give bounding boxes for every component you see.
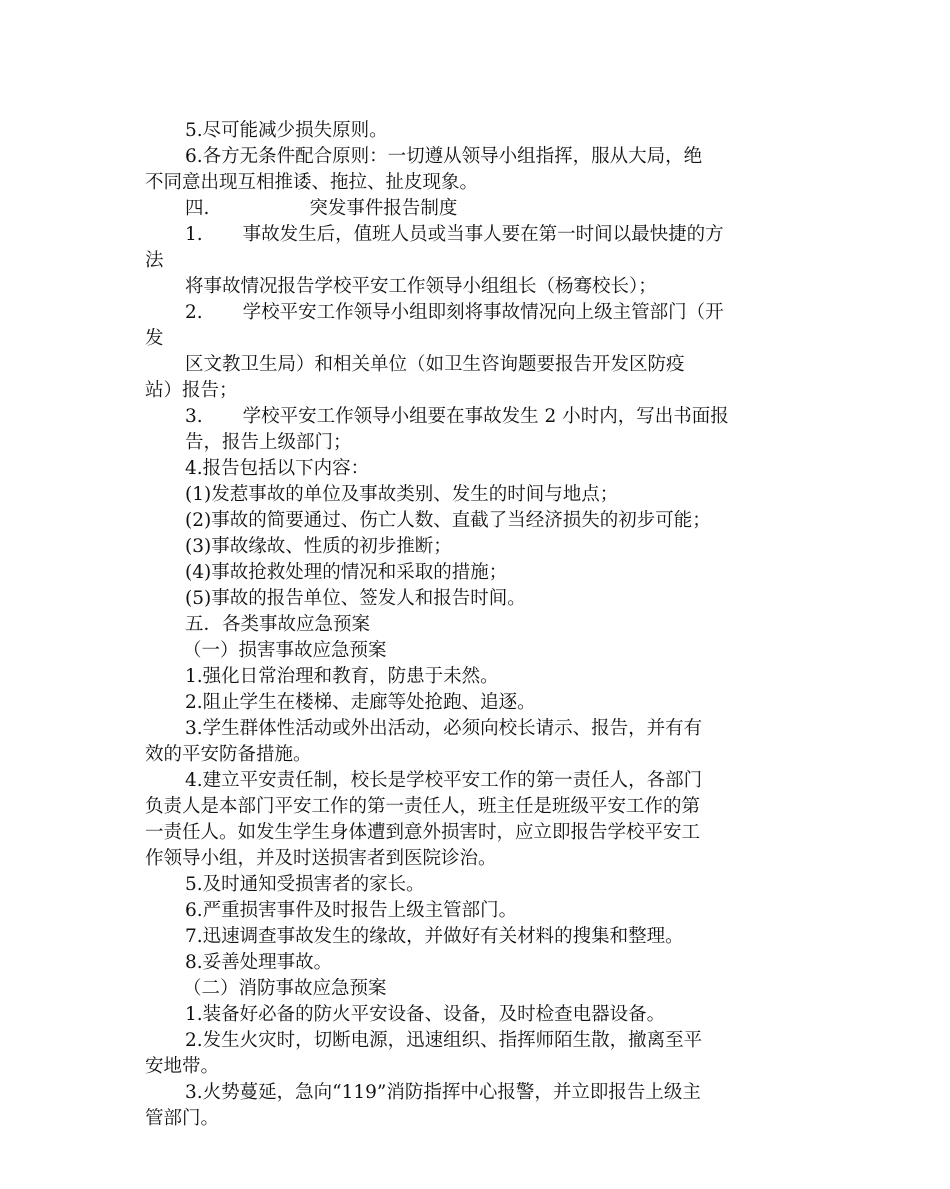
text-line: (3)事故缘故、性质的初步推断； [185, 536, 452, 557]
item-text: 事故发生后，值班人员或当事人要在第一时间以最快捷的方 [242, 224, 724, 245]
text-line: 管部门。 [145, 1108, 220, 1129]
text-line: 效的平安防备措施。 [145, 744, 312, 765]
item-text: 学校平安工作领导小组要在事故发生 2 小时内，写出书面报 [242, 406, 729, 427]
text-line [185, 404, 810, 430]
text-line: (5)事故的报告单位、签发人和报告时间。 [185, 588, 526, 609]
text-line: (4)事故抢救处理的情况和采取的措施； [185, 562, 508, 583]
text-line [185, 222, 810, 248]
heading-number: 四. [185, 198, 210, 219]
text-line: 作领导小组，并及时送损害者到医院诊治。 [145, 848, 497, 869]
text-line: 6.各方无条件配合原则：一切遵从领导小组指挥，服从大局，绝 [185, 146, 703, 167]
text-line: 5.及时通知受损害者的家长。 [185, 874, 425, 895]
item-number: 2. [185, 302, 203, 323]
subsection-heading: （二）消防事故应急预案 [183, 978, 387, 999]
text-line: 4.报告包括以下内容： [185, 458, 370, 479]
text-line: 法 [145, 250, 164, 271]
text-line: 发 [145, 328, 164, 349]
text-line: 区文教卫生局）和相关单位（如卫生咨询题要报告开发区防疫 [185, 354, 685, 375]
text-line: 2.阻止学生在楼梯、走廊等处抢跑、追逐。 [185, 692, 536, 713]
text-line: 站）报告； [145, 380, 238, 401]
text-line: 1.强化日常治理和教育，防患于未然。 [185, 666, 499, 687]
section-heading-5: 五．各类事故应急预案 [185, 614, 371, 635]
heading-text: 突发事件报告制度 [309, 198, 458, 219]
text-line: 3.学生群体性活动或外出活动，必须向校长请示、报告，并有有 [185, 718, 703, 739]
text-line: 1.装备好必备的防火平安设备、设备，及时检查电器设备。 [185, 1004, 666, 1025]
text-line: (2)事故的简要通过、伤亡人数、直截了当经济损失的初步可能； [185, 510, 711, 531]
text-line [185, 300, 810, 326]
text-line: (1)发惹事故的单位及事故类别、发生的时间与地点； [185, 484, 619, 505]
text-line: 7.迅速调查事故发生的缘故，并做好有关材料的搜集和整理。 [185, 926, 684, 947]
text-line: 3.火势蔓延，急向“119”消防指挥中心报警，并立即报告上级主 [185, 1082, 701, 1103]
subsection-heading: （一）损害事故应急预案 [183, 640, 387, 661]
text-line: 2.发生火灾时，切断电源，迅速组织、指挥师陌生散，撤离至平 [185, 1030, 703, 1051]
text-line: 安地带。 [145, 1056, 220, 1077]
text-line: 不同意出现互相推诿、拖拉、扯皮现象。 [145, 172, 479, 193]
item-number: 1. [185, 224, 203, 245]
text-line: 负责人是本部门平安工作的第一责任人，班主任是班级平安工作的第 [145, 796, 701, 817]
text-line: 5.尽可能减少损失原则。 [185, 120, 388, 141]
item-number: 3. [185, 406, 203, 427]
section-heading-4 [185, 196, 810, 222]
text-line: 8.妥善处理事故。 [185, 952, 333, 973]
text-line: 将事故情况报告学校平安工作领导小组组长（杨骞校长）； [185, 276, 657, 297]
text-line: 4.建立平安责任制，校长是学校平安工作的第一责任人，各部门 [185, 770, 703, 791]
text-line: 6.严重损害事件及时报告上级主管部门。 [185, 900, 518, 921]
text-line: 告，报告上级部门； [185, 432, 352, 453]
text-line: 一责任人。如发生学生身体遭到意外损害时，应立即报告学校平安工 [145, 822, 701, 843]
item-text: 学校平安工作领导小组即刻将事故情况向上级主管部门（开 [242, 302, 724, 323]
